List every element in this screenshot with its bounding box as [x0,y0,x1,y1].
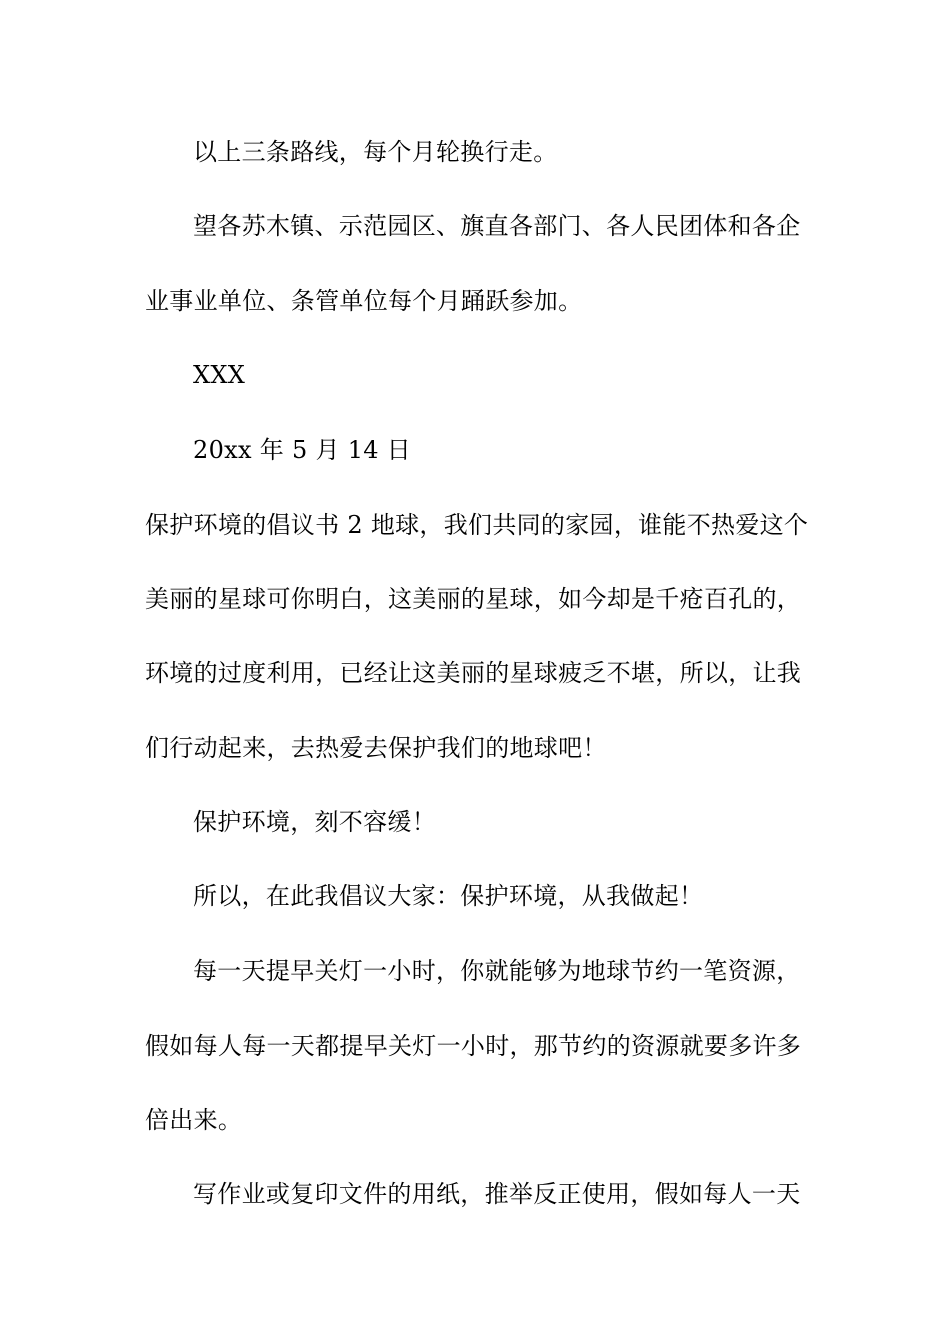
signature-line: XXX [193,361,246,389]
paragraph-line: 们行动起来，去热爱去保护我们的地球吧！ [145,734,607,762]
paragraph-line: 望各苏木镇、示范园区、旗直各部门、各人民团体和各企 [193,212,801,240]
paragraph-line: 写作业或复印文件的用纸，推举反正使用，假如每人一天 [193,1180,801,1208]
paragraph-line: 每一天提早关灯一小时，你就能够为地球节约一笔资源， [193,957,801,985]
paragraph-line: 所以，在此我倡议大家：保护环境，从我做起！ [193,882,704,910]
paragraph-line: 保护环境，刻不容缓！ [193,808,436,836]
paragraph-line: 美丽的星球可你明白，这美丽的星球，如今却是千疮百孔的， [145,585,802,613]
paragraph-line: 保护环境的倡议书 2 地球，我们共同的家园，谁能不热爱这个 [145,511,809,539]
paragraph-line: 业事业单位、条管单位每个月踊跃参加。 [145,287,583,315]
paragraph-line: 以上三条路线，每个月轮换行走。 [193,138,558,166]
date-line: 20xx 年 5 月 14 日 [193,436,412,464]
paragraph-line: 假如每人每一天都提早关灯一小时，那节约的资源就要多许多 [145,1032,802,1060]
paragraph-line: 倍出来。 [145,1106,243,1134]
paragraph-line: 环境的过度利用，已经让这美丽的星球疲乏不堪，所以，让我 [145,659,802,687]
